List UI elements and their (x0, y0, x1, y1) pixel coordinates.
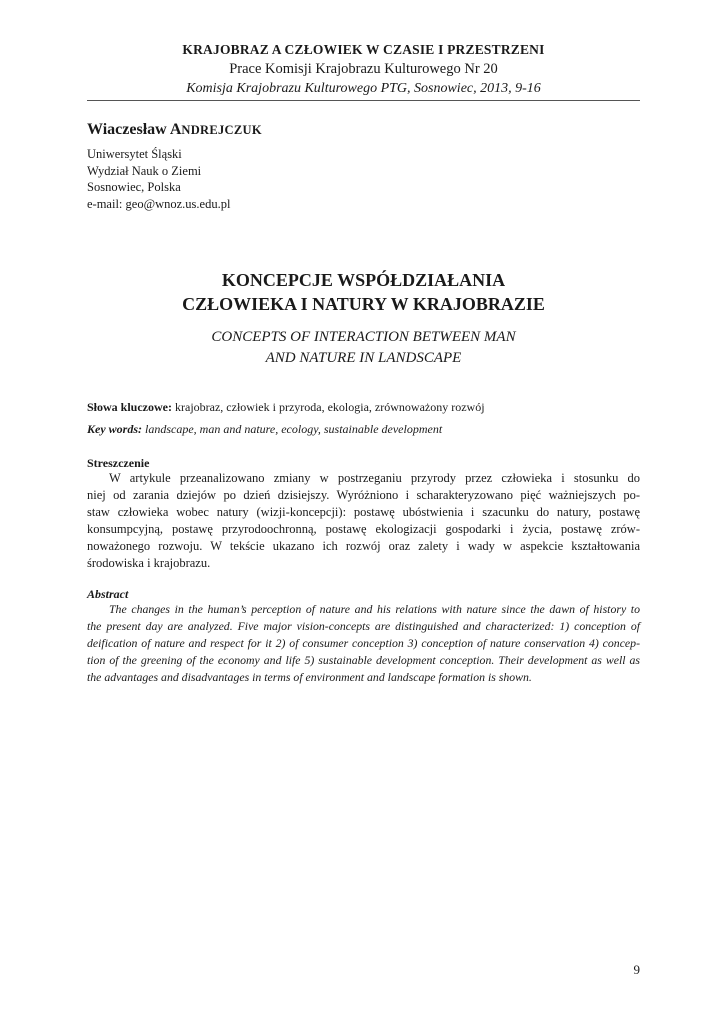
affiliation-location: Sosnowiec, Polska (87, 180, 181, 194)
running-header (87, 41, 640, 98)
abstract-line: tion of the greening of the economy and life 5) sustainable development conception. Their development as well as (87, 653, 640, 667)
affiliation-university: Uniwersytet Śląski (87, 147, 182, 161)
streszczenie-line: konsumpcyjną, postawę przyrodoochronną, postawę ekologizacji gospodarki i życia, postawę zrów- (87, 522, 640, 537)
abstract-line: deification of nature and respect for it 2) of consumer conception 3) conception of nature conservation 4) concep- (87, 636, 640, 650)
abstract-body (87, 601, 640, 686)
streszczenie-heading: Streszczenie (87, 456, 150, 470)
streszczenie-line: niej od zarania dziejów po dzień dzisiejszy. Wyróżniono i scharakteryzowano pięć ważniejszych po- (87, 488, 640, 503)
journal-citation: Komisja Krajobrazu Kulturowego PTG, Sosnowiec, 2013, 9-16 (186, 81, 541, 96)
title-en-line: AND NATURE IN LANDSCAPE (265, 350, 462, 366)
streszczenie-line: noważonego rozwoju. W tekście ukazano ich rozwój oraz zalety i wady w aspekcie kształtowania (87, 539, 640, 554)
page-number: 9 (633, 962, 640, 977)
keywords-pl-text: krajobraz, człowiek i przyroda, ekologia, zrównoważony rozwój (172, 400, 485, 414)
author-given-name: Wiaczesław (87, 121, 167, 138)
journal-series-title: KRAJOBRAZ A CZŁOWIEK W CZASIE I PRZESTRZENI (182, 42, 545, 57)
paper-title-english (87, 327, 640, 369)
abstract-line: the present day are analyzed. Five major vision-concepts are distinguished and characterized: 1) conception of (87, 619, 640, 633)
streszczenie-line: staw człowieka wobec natury (wizji-koncepcji): postawę ubóstwienia i szacunku do natury, postawę (87, 505, 640, 520)
author-surname-rest: NDREJCZUK (181, 123, 262, 137)
keywords-en-text: landscape, man and nature, ecology, sustainable development (142, 422, 443, 436)
keywords-en-label: Key words: (87, 422, 142, 436)
affiliation-faculty: Wydział Nauk o Ziemi (87, 163, 202, 178)
header-divider (87, 100, 640, 101)
title-pl-line: CZŁOWIEKA I NATURY W KRAJOBRAZIE (182, 294, 545, 314)
abstract-heading: Abstract (87, 587, 129, 601)
keywords-pl-label: Słowa kluczowe: (87, 400, 172, 414)
streszczenie-line: środowiska i krajobrazu. (87, 556, 211, 571)
author-name (87, 120, 262, 140)
affiliation-email: e-mail: geo@wnoz.us.edu.pl (87, 196, 231, 211)
keywords-polish (87, 399, 640, 415)
abstract-line: The changes in the human’s perception of nature and his relations with nature since the dawn of history to (109, 602, 640, 616)
streszczenie-body (87, 470, 640, 573)
author-surname-initial: A (169, 121, 182, 138)
abstract-line: the advantages and disadvantages in terms of environment and landscape formation is shown. (87, 670, 532, 684)
title-pl-line: KONCEPCJE WSPÓŁDZIAŁANIA (221, 270, 506, 290)
streszczenie-line: W artykule przeanalizowano zmiany w postrzeganiu przyrody przez człowieka i stosunku do (109, 471, 640, 485)
paper-title-polish (87, 268, 640, 316)
author-affiliation (87, 146, 230, 212)
journal-volume: Prace Komisji Krajobrazu Kulturowego Nr 20 (229, 61, 498, 77)
keywords-english (87, 421, 640, 437)
title-en-line: CONCEPTS OF INTERACTION BETWEEN MAN (211, 329, 516, 345)
author-surname (170, 121, 262, 138)
